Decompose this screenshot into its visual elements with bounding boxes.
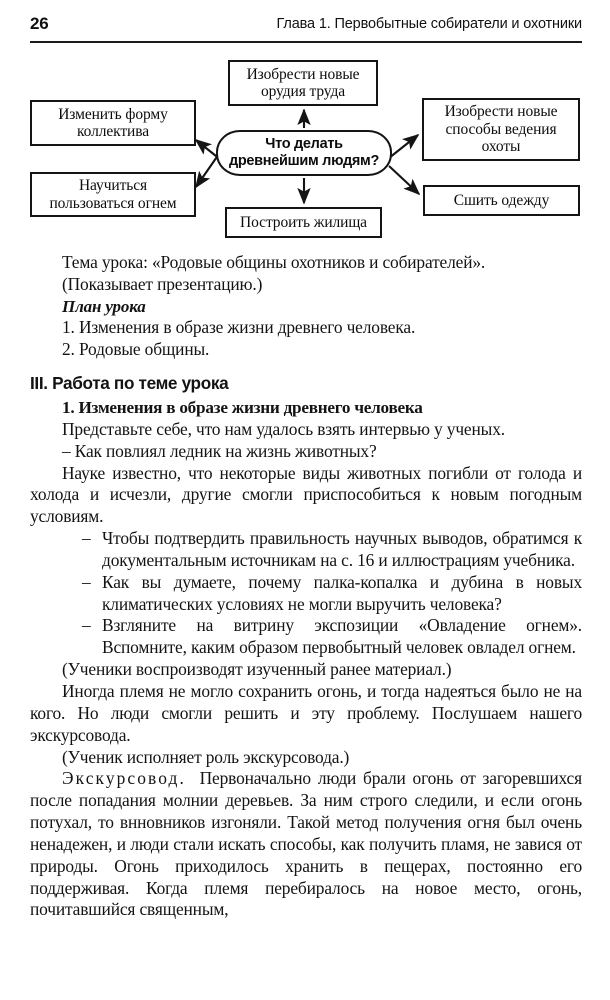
presentation-note: (Показывает презентацию.) bbox=[62, 273, 263, 294]
subsection-heading: 1. Изменения в образе жизни древнего человека bbox=[62, 398, 423, 418]
section-heading: III. Работа по теме урока bbox=[30, 372, 229, 393]
dash-marker-1: – bbox=[82, 528, 91, 549]
arrow-to-hunting bbox=[389, 135, 418, 158]
arrow-to-clothes bbox=[389, 166, 419, 194]
diagram-node-clothes: Сшить одежду bbox=[423, 185, 580, 216]
diagram-node-tools: Изобрести новые орудия труда bbox=[228, 60, 378, 106]
chapter-title: Глава 1. Первобытные собиратели и охотники bbox=[276, 16, 582, 32]
dash-item-2 bbox=[30, 572, 582, 616]
question-glacier: – Как повлиял ледник на жизнь животных? bbox=[62, 440, 377, 461]
paragraph-science: Науке известно, что некоторые виды животных погибли от голода и холода и исчезли, другие смогли приспособиться к новым погодным условиям. bbox=[30, 462, 582, 527]
dash-item-3 bbox=[30, 615, 582, 659]
note-students: (Ученики воспроизводят изученный ранее материал.) bbox=[62, 659, 452, 680]
dash-marker-3: – bbox=[82, 615, 91, 636]
paragraph-tribe: Иногда племя не могло сохранить огонь, и тогда надеяться было не на кого. Но люди смогли решить и эту проблему. Послушаем нашего экскурсовода. bbox=[30, 680, 582, 745]
concept-diagram bbox=[0, 52, 610, 247]
body-text bbox=[30, 252, 582, 921]
diagram-node-housing: Построить жилища bbox=[225, 207, 382, 238]
diagram-node-center: Что делать древнейшим людям? bbox=[216, 130, 392, 176]
diagram-node-fire: Научиться пользоваться огнем bbox=[30, 172, 196, 217]
diagram-node-collective: Изменить форму коллектива bbox=[30, 100, 196, 146]
lesson-topic: Тема урока: «Родовые общины охотников и собирателей». bbox=[62, 252, 486, 272]
dash-item-1 bbox=[30, 528, 582, 572]
page-number: 26 bbox=[30, 14, 49, 33]
plan-item-1: 1. Изменения в образе жизни древнего человека. bbox=[62, 317, 416, 338]
paragraph-imagine: Представьте себе, что нам удалось взять интервью у ученых. bbox=[62, 418, 505, 439]
dash-marker-2: – bbox=[82, 571, 91, 592]
guide-speaker-label: Экскурсовод. bbox=[62, 768, 186, 789]
note-guide: (Ученик исполняет роль экскурсовода.) bbox=[62, 746, 350, 767]
plan-item-2: 2. Родовые общины. bbox=[62, 338, 210, 359]
dash-item-3-text: Взгляните на витрину экспозиции «Овладение огнем». Вспомните, каким образом первобытный человек овладел огнем. bbox=[102, 615, 582, 658]
plan-heading: План урока bbox=[62, 296, 146, 316]
paragraph-guide-text: Первоначально люди брали огонь от загоревшихся после попадания молнии деревьев. За ним строго следили, и если огонь потухал, то внновников изгоняли. Такой метод получения огня был очень ненадежен, и люди стали искать способы, как получить пламя, не завися от природы. Огонь приходилось хранить в пещерах, постоянно его поддерживая. Когда племя перебиралось на новое место, огонь, почитавшийся священным, bbox=[30, 768, 582, 920]
dash-item-2-text: Как вы думаете, почему палка-копалка и дубина в новых климатических условиях не могли выручить человека? bbox=[102, 571, 582, 614]
dash-item-1-text: Чтобы подтвердить правильность научных выводов, обратимся к документальным источникам на с. 16 и иллюстрациям учебника. bbox=[102, 528, 582, 570]
paragraph-guide bbox=[30, 768, 582, 921]
header-rule bbox=[30, 41, 582, 43]
running-head bbox=[30, 14, 582, 40]
diagram-node-hunting: Изобрести новые способы ведения охоты bbox=[422, 98, 580, 161]
